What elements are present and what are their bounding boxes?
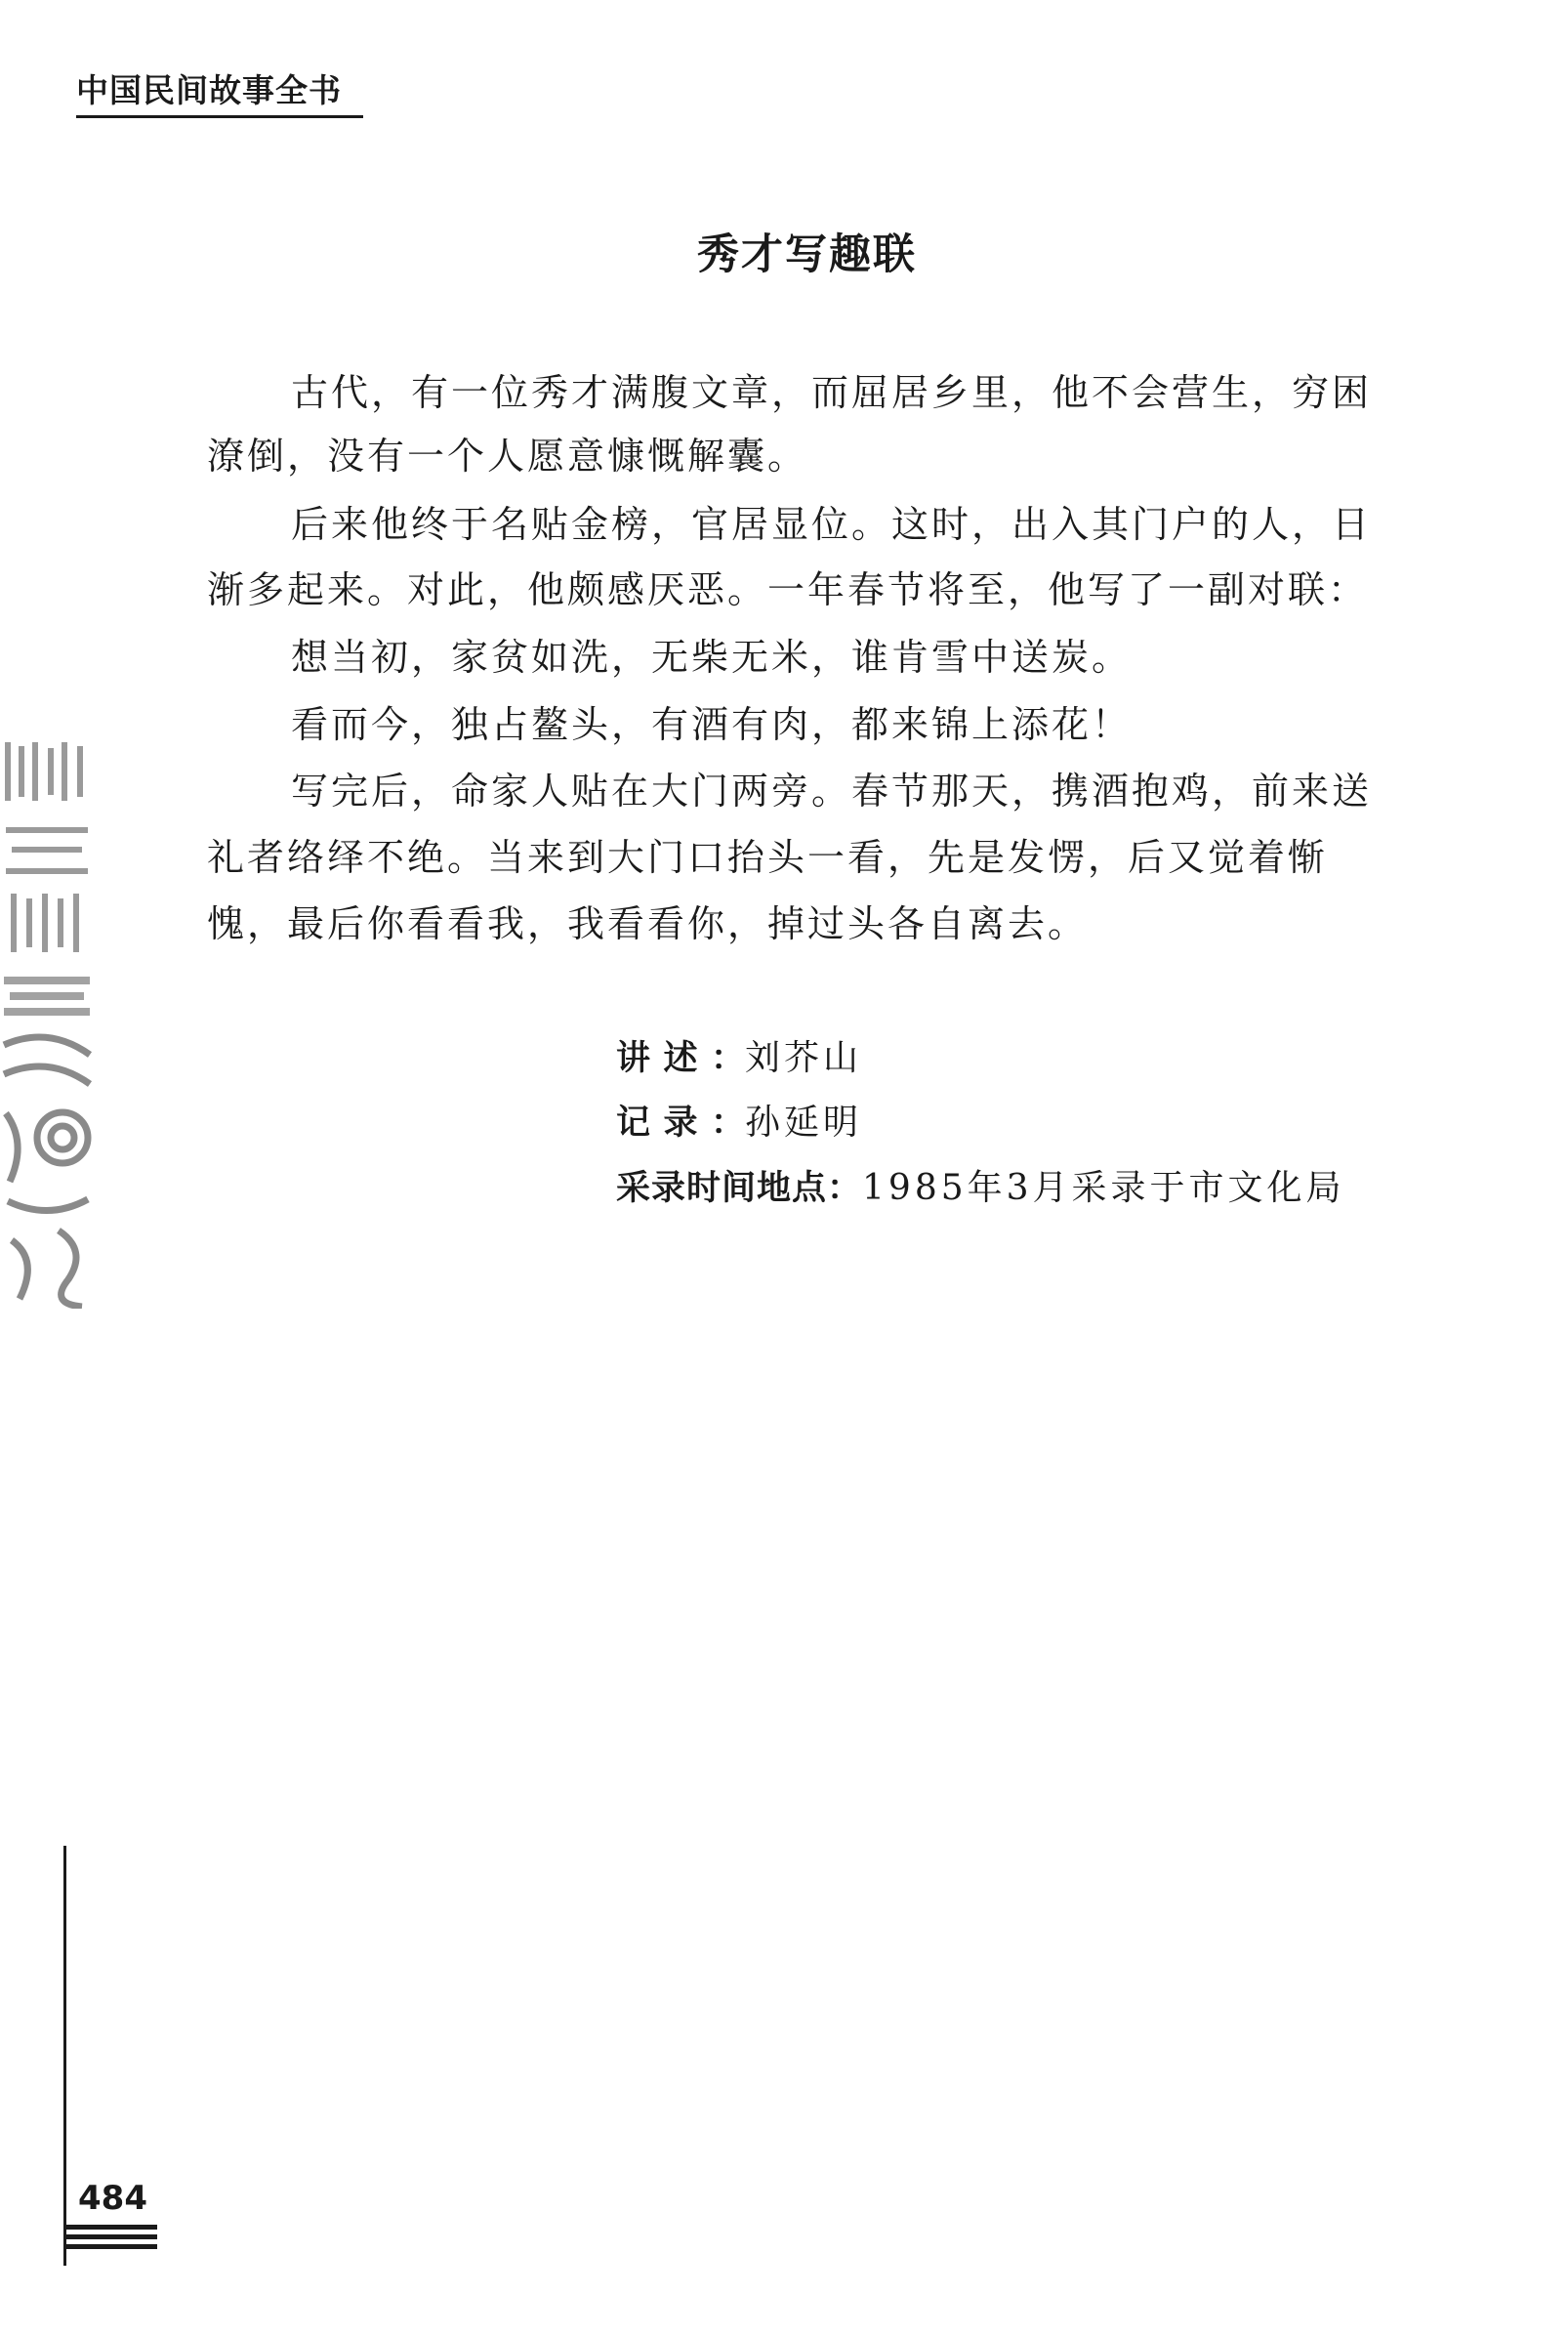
left-margin-rule (63, 1846, 66, 2266)
recorder-label: 记录： (616, 1104, 745, 1143)
story-line-9: 愧，最后你看看我，我看看你，掉过头各自离去。 (207, 902, 1089, 945)
story-line-5: 想当初，家贫如洗，无柴无米，谁肯雪中送炭。 (291, 636, 1133, 679)
recorder-name: 孙延明 (745, 1103, 863, 1143)
story-line-8: 礼者络绎不绝。当来到大门口抬头一看，先是发愣，后又觉着惭 (207, 836, 1329, 879)
story-line-7: 写完后，命家人贴在大门两旁。春节那天，携酒抱鸡，前来送 (291, 770, 1373, 813)
story-line-3: 后来他终于名贴金榜，官居显位。这时，出入其门户的人，日 (291, 503, 1373, 546)
credit-recorder (616, 1105, 862, 1141)
story-title: 秀才写趣联 (697, 230, 917, 279)
credit-time-place (616, 1168, 1345, 1208)
narrator-label: 讲述： (616, 1039, 745, 1078)
page-number: 484 (78, 2179, 147, 2218)
page-bar (63, 2244, 157, 2249)
page-number-bars (63, 2225, 157, 2254)
series-title: 中国民间故事全书 (76, 71, 342, 109)
time-place-label: 采录时间地点： (616, 1169, 863, 1208)
narrator-name: 刘芥山 (745, 1038, 863, 1078)
decorative-side-emblem (0, 732, 98, 1309)
credit-narrator (616, 1038, 863, 1078)
story-line-2: 潦倒，没有一个人愿意慷慨解囊。 (207, 435, 808, 478)
story-line-1: 古代，有一位秀才满腹文章，而屈居乡里，他不会营生，穷困 (291, 371, 1373, 414)
time-place-value: 1985年3月采录于市文化局 (862, 1168, 1345, 1208)
header-underline (76, 115, 363, 118)
page-bar (63, 2225, 157, 2230)
story-line-6: 看而今，独占鳌头，有酒有肉，都来锦上添花！ (291, 703, 1133, 746)
page-bar (63, 2234, 157, 2239)
story-line-4: 渐多起来。对此，他颇感厌恶。一年春节将至，他写了一副对联： (207, 568, 1369, 611)
